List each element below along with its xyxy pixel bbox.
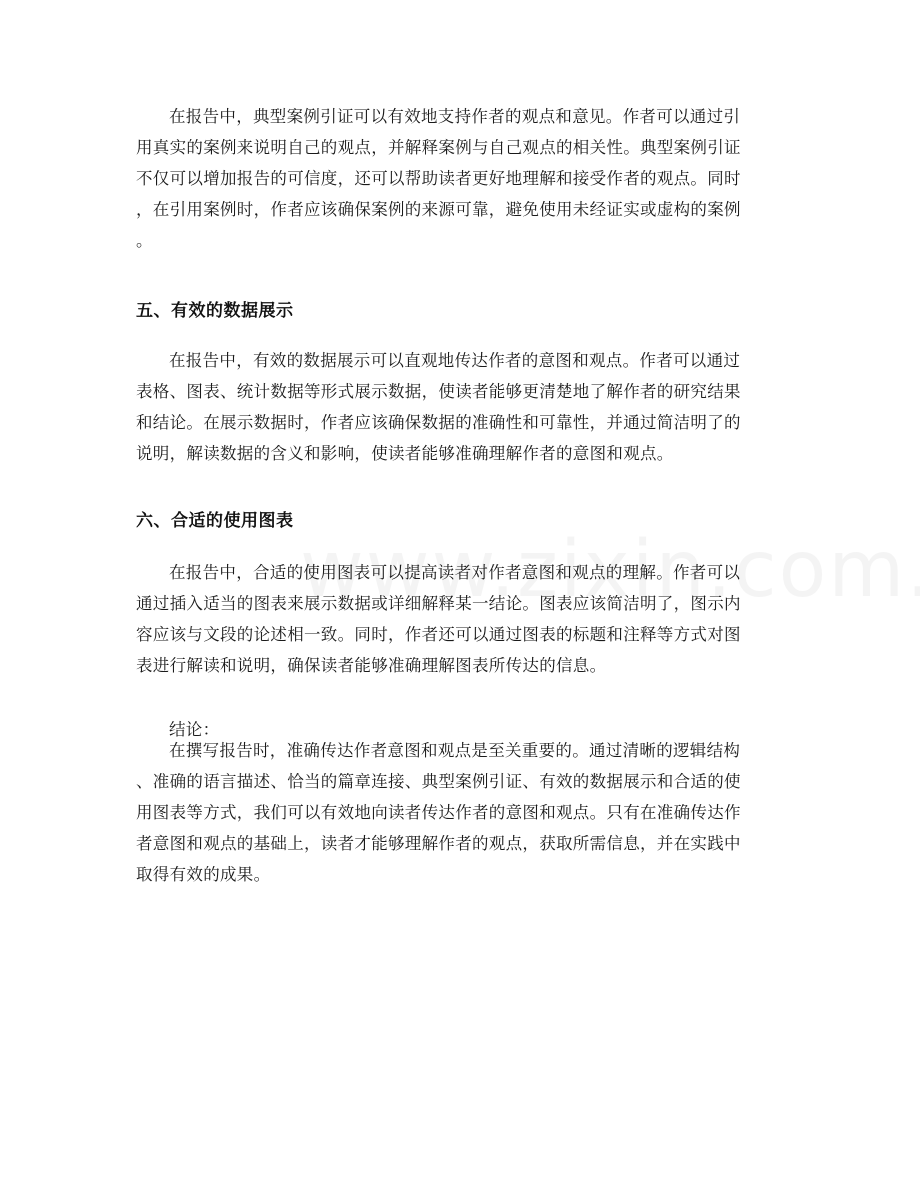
paragraph-case-citation — [136, 101, 786, 256]
paragraph-line: 取得有效的成果。 — [136, 865, 271, 884]
section-heading-data-display: 五、有效的数据展示 — [136, 301, 294, 321]
paragraph-line: 用图表等方式，我们可以有效地向读者传达作者的意图和观点。只有在准确传达作 — [136, 803, 741, 822]
paragraph-data-display — [136, 345, 786, 469]
paragraph-line: 表格、图表、统计数据等形式展示数据，使读者能够更清楚地了解作者的研究结果 — [136, 382, 741, 401]
paragraph-line: 容应该与文段的论述相一致。同时，作者还可以通过图表的标题和注释等方式对图 — [136, 625, 741, 644]
paragraph-line: 和结论。在展示数据时，作者应该确保数据的准确性和可靠性，并通过简洁明了的 — [136, 413, 741, 432]
paragraph-line: 不仅可以增加报告的可信度，还可以帮助读者更好地理解和接受作者的观点。同时 — [136, 169, 741, 188]
section-heading-charts: 六、合适的使用图表 — [136, 511, 294, 531]
paragraph-line: ，在引用案例时，作者应该确保案例的来源可靠，避免使用未经证实或虚构的案例 — [136, 200, 741, 219]
paragraph-line: 。 — [136, 231, 153, 250]
paragraph-line: 表进行解读和说明，确保读者能够准确理解图表所传达的信息。 — [136, 656, 607, 675]
paragraph-line: 、准确的语言描述、恰当的篇章连接、典型案例引证、有效的数据展示和合适的使 — [136, 772, 741, 791]
paragraph-line: 说明，解读数据的含义和影响，使读者能够准确理解作者的意图和观点。 — [136, 444, 674, 463]
paragraph-line: 在报告中，有效的数据展示可以直观地传达作者的意图和观点。作者可以通过 — [169, 351, 741, 370]
paragraph-line: 在报告中，典型案例引证可以有效地支持作者的观点和意见。作者可以通过引 — [169, 107, 741, 126]
conclusion-label: 结论： — [169, 720, 220, 739]
paragraph-line: 通过插入适当的图表来展示数据或详细解释某一结论。图表应该简洁明了，图示内 — [136, 594, 741, 613]
paragraph-line: 在撰写报告时，准确传达作者意图和观点是至关重要的。通过清晰的逻辑结构 — [169, 741, 741, 760]
paragraph-line: 者意图和观点的基础上，读者才能够理解作者的观点，获取所需信息，并在实践中 — [136, 834, 741, 853]
paragraph-charts — [136, 557, 786, 681]
paragraph-line: 用真实的案例来说明自己的观点，并解释案例与自己观点的相关性。典型案例引证 — [136, 138, 741, 157]
paragraph-conclusion — [136, 735, 786, 890]
paragraph-line: 在报告中，合适的使用图表可以提高读者对作者意图和观点的理解。作者可以 — [169, 563, 741, 582]
